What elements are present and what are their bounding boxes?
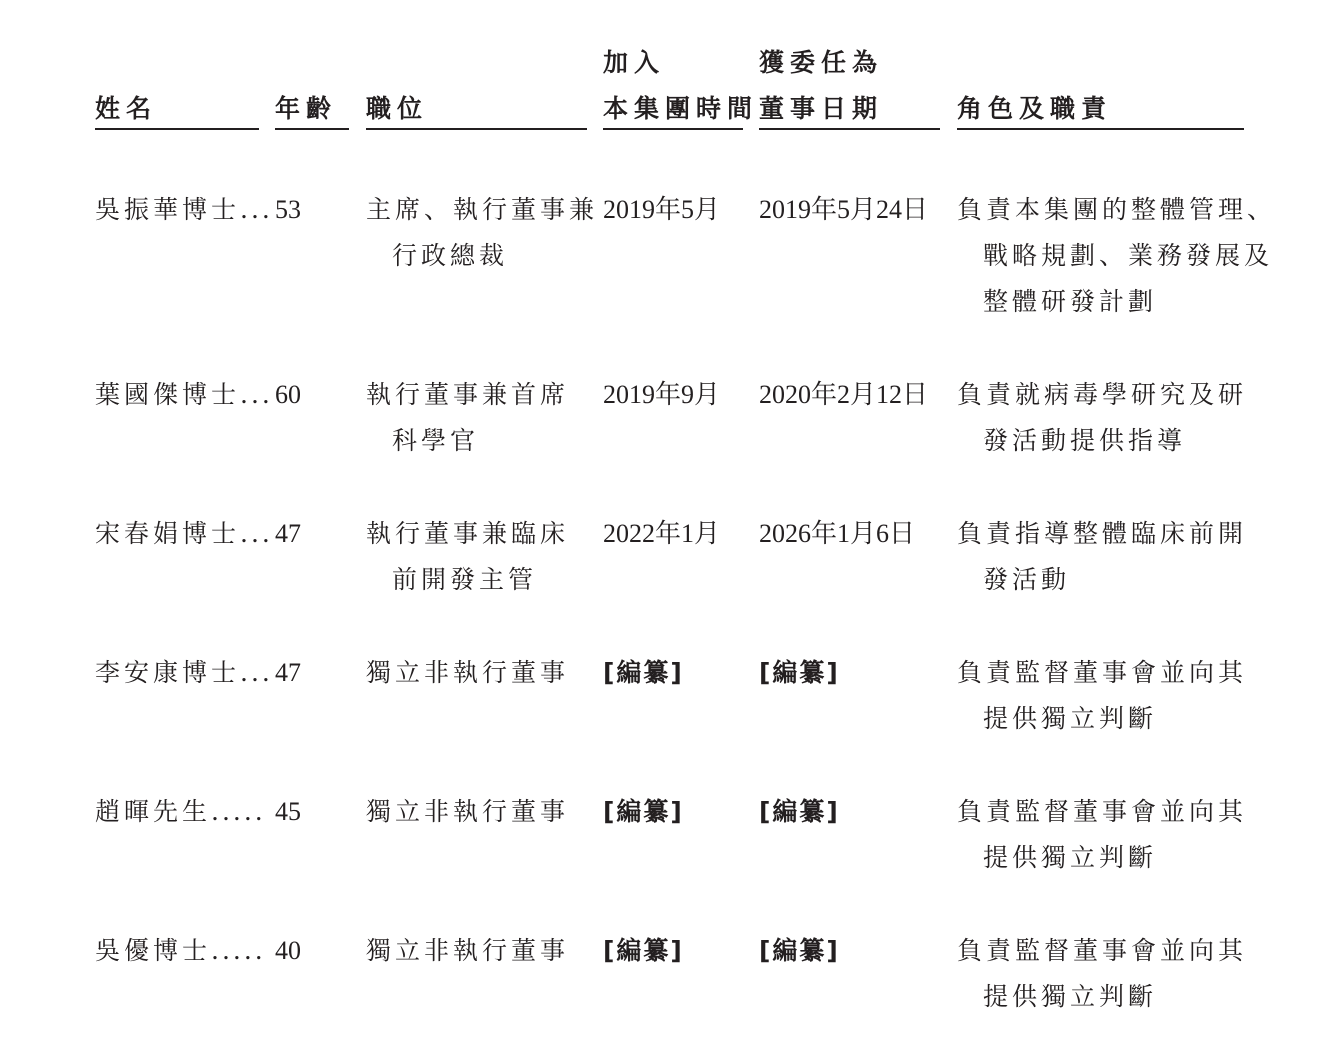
role-line: 負責監督董事會並向其 [957, 797, 1248, 826]
role-line: 負責監督董事會並向其 [957, 658, 1248, 687]
director-name: 吳優博士 [95, 936, 212, 965]
role-line: 發活動提供指導 [983, 426, 1187, 455]
appointment-date: [編纂] [759, 936, 840, 965]
appointment-date: [編纂] [759, 658, 840, 687]
role-line: 負責監督董事會並向其 [957, 936, 1248, 965]
appointment-date: 2020年2月12日 [759, 380, 929, 409]
director-name: 李安康博士 [95, 658, 241, 687]
header-position: 職位 [366, 94, 429, 123]
table-row-name [95, 372, 273, 418]
header-rule-age [275, 128, 349, 130]
director-name: 宋春娟博士 [95, 519, 241, 548]
leader-dots: ..... [211, 797, 266, 826]
director-name: 吳振華博士 [95, 195, 241, 224]
director-position-line: 執行董事兼首席 [366, 380, 570, 409]
role-line: 提供獨立判斷 [983, 843, 1158, 872]
director-position-line: 科學官 [392, 426, 480, 455]
leader-dots: ..... [211, 936, 266, 965]
header-rule-role [957, 128, 1244, 130]
director-position-line: 獨立非執行董事 [366, 658, 570, 687]
header-rule-name [95, 128, 259, 130]
header-appoint-line2: 董事日期 [759, 94, 884, 123]
header-rule-join [603, 128, 743, 130]
director-position-line: 獨立非執行董事 [366, 936, 570, 965]
director-position-line: 獨立非執行董事 [366, 797, 570, 826]
table-row-name [95, 928, 266, 974]
role-line: 負責就病毒學研究及研 [957, 380, 1248, 409]
join-date: 2019年9月 [603, 380, 721, 409]
role-line: 戰略規劃、業務發展及 [983, 241, 1274, 270]
director-position-line: 前開發主管 [392, 565, 538, 594]
leader-dots: ... [240, 658, 273, 687]
director-position-line: 執行董事兼臨床 [366, 519, 570, 548]
join-date: [編纂] [603, 936, 684, 965]
director-age: 40 [275, 936, 301, 965]
role-line: 發活動 [983, 565, 1071, 594]
role-line: 整體研發計劃 [983, 287, 1158, 316]
table-row-name [95, 650, 273, 696]
header-role: 角色及職責 [957, 94, 1113, 123]
table-row-name [95, 789, 266, 835]
join-date: 2022年1月 [603, 519, 721, 548]
director-age: 47 [275, 658, 301, 687]
director-position-line: 主席、執行董事兼 [366, 195, 599, 224]
director-age: 60 [275, 380, 301, 409]
table-row-name [95, 511, 273, 557]
appointment-date: [編纂] [759, 797, 840, 826]
header-join-line2: 本集團時間 [603, 94, 759, 123]
director-age: 53 [275, 195, 301, 224]
leader-dots: ... [240, 519, 273, 548]
director-name: 葉國傑博士 [95, 380, 241, 409]
appointment-date: 2026年1月6日 [759, 519, 916, 548]
header-name: 姓名 [95, 94, 158, 123]
header-appoint-line1: 獲委任為 [759, 48, 884, 77]
table-row-name [95, 187, 273, 233]
header-rule-appoint [759, 128, 940, 130]
director-name: 趙暉先生 [95, 797, 212, 826]
header-rule-position [366, 128, 587, 130]
join-date: [編纂] [603, 797, 684, 826]
join-date: 2019年5月 [603, 195, 721, 224]
header-age: 年齡 [275, 94, 338, 123]
leader-dots: ... [240, 195, 273, 224]
role-line: 負責本集團的整體管理、 [957, 195, 1277, 224]
role-line: 負責指導整體臨床前開 [957, 519, 1248, 548]
director-position-line: 行政總裁 [392, 241, 509, 270]
appointment-date: 2019年5月24日 [759, 195, 929, 224]
role-line: 提供獨立判斷 [983, 982, 1158, 1011]
join-date: [編纂] [603, 658, 684, 687]
header-join-line1: 加入 [603, 48, 666, 77]
role-line: 提供獨立判斷 [983, 704, 1158, 733]
leader-dots: ... [240, 380, 273, 409]
director-age: 47 [275, 519, 301, 548]
director-age: 45 [275, 797, 301, 826]
